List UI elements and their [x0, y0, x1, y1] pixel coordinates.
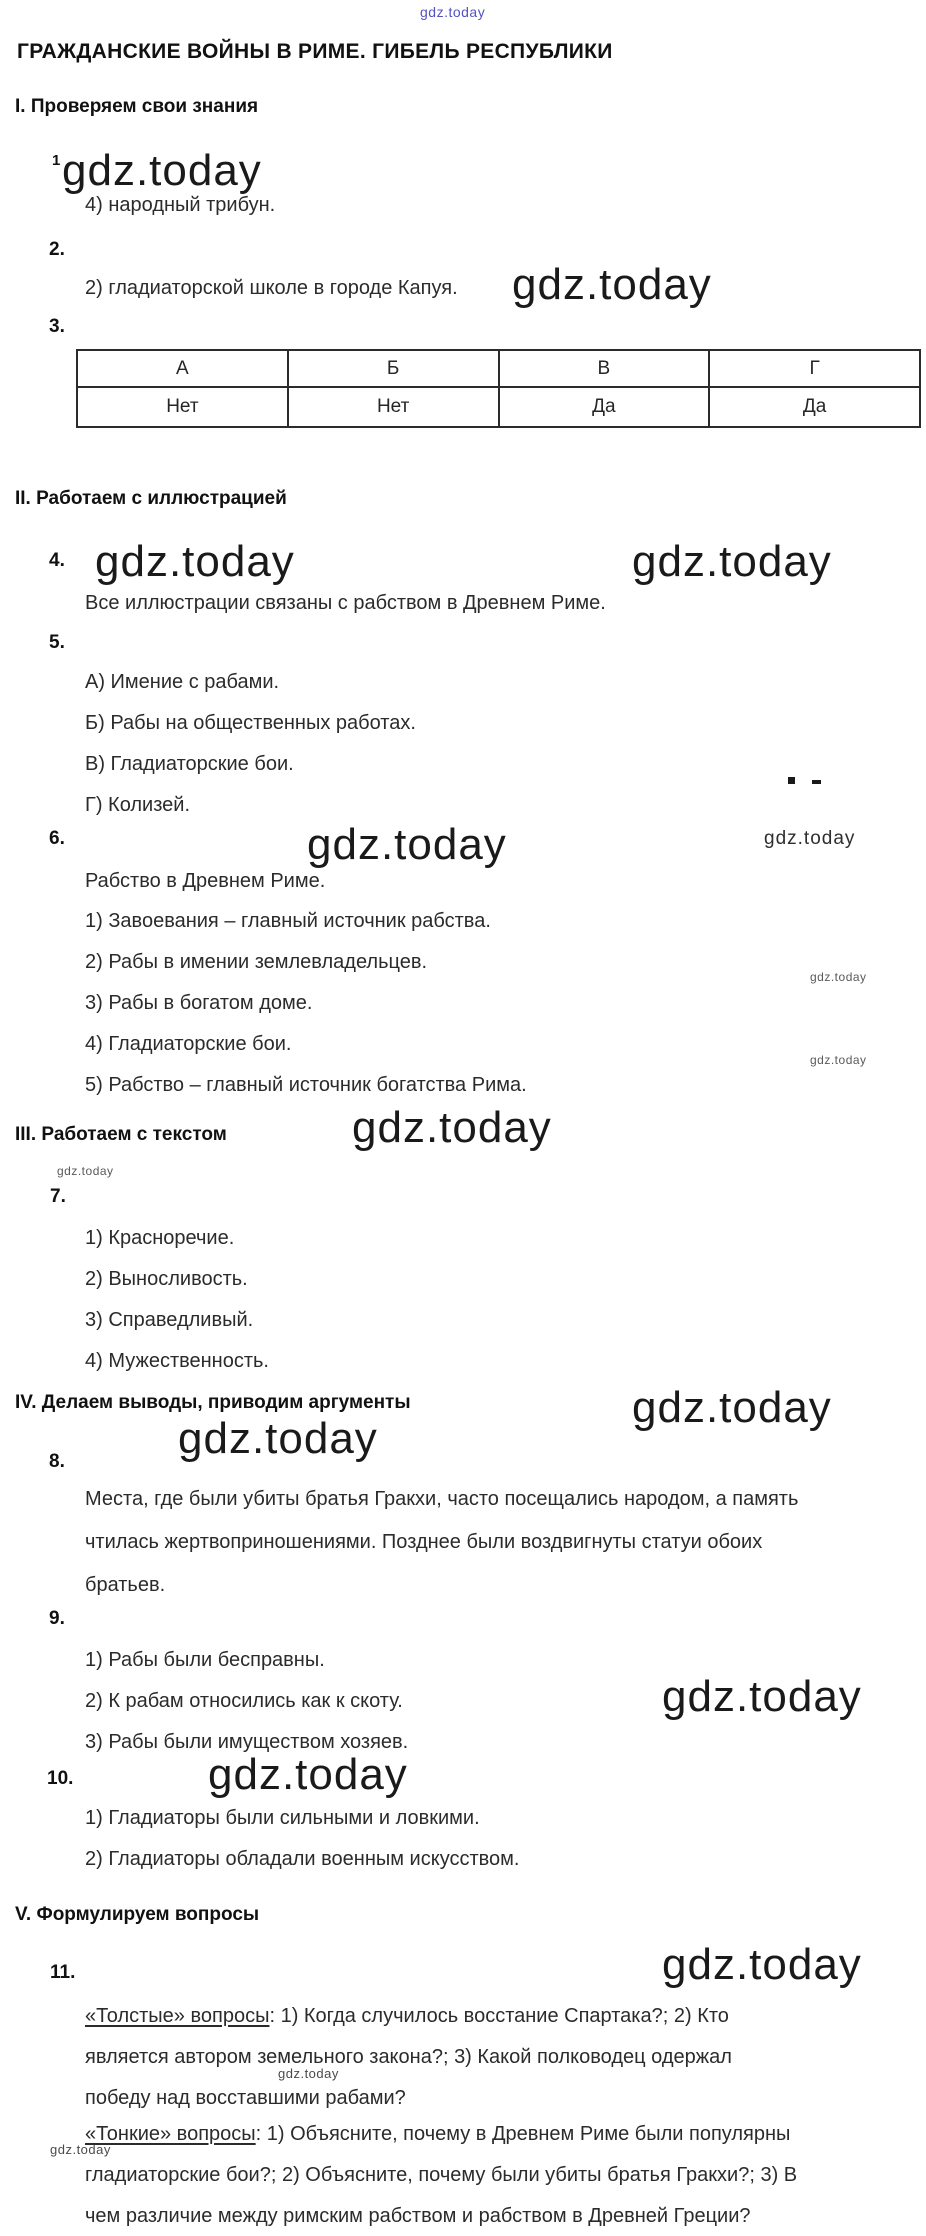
table-header-cell: Б: [288, 350, 499, 387]
watermark-small-thin: gdz.today: [50, 2142, 111, 2157]
answer-thick-questions: [85, 2004, 732, 2127]
paragraph-line: братьев.: [85, 1574, 166, 1596]
watermark-q4-left: gdz.today: [95, 537, 295, 586]
watermark-s3: gdz.today: [352, 1103, 552, 1152]
watermark-small-thick: gdz.today: [278, 2066, 339, 2081]
list-item: 2) Гладиаторы обладали военным искусством.: [85, 1848, 520, 1870]
answer-list-q7: [85, 1226, 269, 1390]
answer-q6-intro: Рабство в Древнем Риме.: [85, 870, 326, 892]
watermark-q11-right: gdz.today: [662, 1940, 862, 1989]
paragraph-line: победу над восставшими рабами?: [85, 2087, 406, 2109]
section-heading-4: IV. Делаем выводы, приводим аргументы: [15, 1392, 411, 1413]
watermark-q2: gdz.today: [512, 260, 712, 309]
watermark-top: gdz.today: [420, 4, 486, 20]
artifact-dot-square: [788, 777, 795, 784]
watermark-q4-right: gdz.today: [632, 537, 832, 586]
paragraph-line: Места, где были убиты братья Гракхи, часто посещались народом, а память: [85, 1488, 799, 1510]
table-value-cell: Нет: [77, 387, 288, 427]
list-item: 2) К рабам относились как к скоту.: [85, 1690, 403, 1712]
list-item: 1) Рабы были бесправны.: [85, 1649, 325, 1671]
paragraph-line: [85, 2004, 732, 2045]
artifact-dot-dash: [812, 780, 821, 784]
question-number-1: 1: [52, 152, 61, 169]
question-number-3: 3.: [49, 316, 65, 337]
list-item: Г) Колизей.: [85, 794, 191, 816]
table-value-cell: Нет: [288, 387, 499, 427]
thick-questions-text: : 1) Когда случилось восстание Спартака?; 2) Кто: [269, 2005, 729, 2027]
answer-paragraph-q8: [85, 1487, 798, 1616]
question-number-5: 5.: [49, 632, 65, 653]
paragraph-line: гладиаторские бои?; 2) Объясните, почему были убиты братья Гракхи?; 3) В: [85, 2164, 798, 2186]
list-item: 4) Гладиаторские бои.: [85, 1033, 292, 1055]
watermark-small-right-1: gdz.today: [810, 970, 867, 984]
list-item: 3) Рабы были имуществом хозяев.: [85, 1731, 409, 1753]
table-header-row: [77, 350, 920, 387]
list-item: 1) Завоевания – главный источник рабства.: [85, 910, 491, 932]
watermark-q9-right: gdz.today: [662, 1672, 862, 1721]
list-item: 3) Справедливый.: [85, 1309, 254, 1331]
watermark-q1: gdz.today: [62, 146, 262, 195]
answer-list-q10: [85, 1806, 519, 1888]
question-number-4: 4.: [49, 550, 65, 571]
answer-q2: 2) гладиаторской школе в городе Капуя.: [85, 277, 458, 299]
question-number-9: 9.: [49, 1608, 65, 1629]
question-number-2: 2.: [49, 239, 65, 260]
table-header-cell: А: [77, 350, 288, 387]
answer-thin-questions: [85, 2122, 797, 2236]
table-header-cell: В: [499, 350, 710, 387]
section-heading-2: II. Работаем с иллюстрацией: [15, 488, 287, 509]
list-item: 2) Выносливость.: [85, 1268, 248, 1290]
list-item: 1) Гладиаторы были сильными и ловкими.: [85, 1807, 480, 1829]
watermark-q10: gdz.today: [208, 1750, 408, 1799]
paragraph-line: чтилась жертвоприношениями. Позднее были воздвигнуты статуи обоих: [85, 1531, 763, 1553]
watermark-q6-center: gdz.today: [307, 820, 507, 869]
watermark-small-right-2: gdz.today: [810, 1053, 867, 1067]
answer-q4: Все иллюстрации связаны с рабством в Древнем Риме.: [85, 592, 606, 614]
question-number-10: 10.: [47, 1768, 74, 1789]
list-item: А) Имение с рабами.: [85, 671, 280, 693]
paragraph-line: [85, 2122, 797, 2163]
section-heading-3: III. Работаем с текстом: [15, 1124, 227, 1145]
answer-table-q3: [76, 349, 921, 428]
question-number-11: 11.: [50, 1962, 76, 1983]
watermark-q8: gdz.today: [178, 1414, 378, 1463]
watermark-s4-right: gdz.today: [632, 1383, 832, 1432]
page-title: ГРАЖДАНСКИЕ ВОЙНЫ В РИМЕ. ГИБЕЛЬ РЕСПУБЛИКИ: [17, 40, 613, 63]
thin-questions-text: : 1) Объясните, почему в Древнем Риме были популярны: [255, 2123, 791, 2145]
question-number-6: 6.: [49, 828, 65, 849]
paragraph-line: является автором земельного закона?; 3) Какой полководец одержал: [85, 2046, 732, 2068]
table-value-cell: Да: [499, 387, 710, 427]
list-item: 2) Рабы в имении землевладельцев.: [85, 951, 428, 973]
section-heading-5: V. Формулируем вопросы: [15, 1904, 260, 1925]
thin-questions-label: «Тонкие» вопросы: [85, 2123, 256, 2145]
table-value-cell: Да: [709, 387, 920, 427]
list-item: В) Гладиаторские бои.: [85, 753, 294, 775]
paragraph-line: чем различие между римским рабством и рабством в Древней Греции?: [85, 2205, 751, 2227]
thick-questions-label: «Толстые» вопросы: [85, 2005, 270, 2027]
list-item: 4) Мужественность.: [85, 1350, 269, 1372]
table-value-row: [77, 387, 920, 427]
answer-list-q5: [85, 670, 416, 834]
question-number-7: 7.: [50, 1186, 66, 1207]
answer-q1: 4) народный трибун.: [85, 194, 276, 216]
table-header-cell: Г: [709, 350, 920, 387]
list-item: 5) Рабство – главный источник богатства Рима.: [85, 1074, 527, 1096]
watermark-small-left: gdz.today: [57, 1164, 114, 1178]
answer-list-q6: [85, 909, 527, 1114]
list-item: Б) Рабы на общественных работах.: [85, 712, 416, 734]
section-heading-1: I. Проверяем свои знания: [15, 96, 259, 117]
list-item: 1) Красноречие.: [85, 1227, 235, 1249]
question-number-8: 8.: [49, 1451, 65, 1472]
watermark-q6-right: gdz.today: [764, 828, 856, 849]
list-item: 3) Рабы в богатом доме.: [85, 992, 313, 1014]
